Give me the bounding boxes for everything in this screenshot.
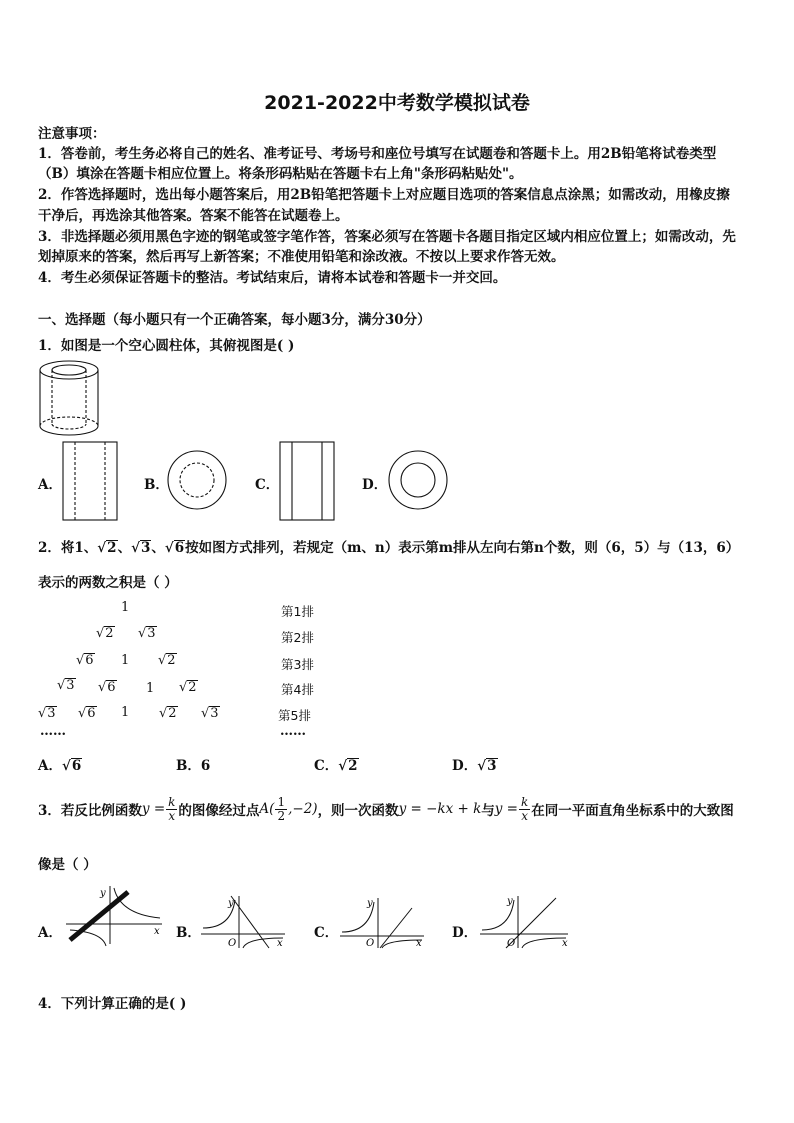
q1-option-a-label[interactable]: A． bbox=[38, 477, 62, 493]
q1-option-a-figure[interactable] bbox=[60, 440, 120, 522]
q2-option-a[interactable]: A．√6 bbox=[38, 758, 82, 774]
q1-option-d-figure[interactable] bbox=[386, 448, 450, 512]
question-2-line2: 表示的两数之积是（ ） bbox=[38, 575, 178, 591]
row-label: 第1排 bbox=[281, 604, 314, 619]
q3-option-b-graph[interactable] bbox=[197, 892, 291, 950]
q1-option-b-figure[interactable] bbox=[165, 448, 229, 512]
q3-option-a-label[interactable]: A． bbox=[38, 925, 62, 941]
svg-text:y: y bbox=[228, 898, 234, 909]
sqrt-2: √2 bbox=[97, 540, 117, 556]
svg-text:O: O bbox=[366, 938, 375, 949]
number-item: √2 bbox=[158, 653, 176, 668]
number-item: 1 bbox=[121, 653, 130, 668]
svg-text:y: y bbox=[507, 896, 513, 907]
axis-x-label: x bbox=[154, 926, 160, 937]
number-item: √6 bbox=[98, 680, 116, 695]
note-line: （B）填涂在答题卡相应位置上。将条形码粘贴在答题卡右上角"条形码粘贴处"。 bbox=[38, 166, 523, 182]
number-item: √3 bbox=[201, 706, 219, 721]
row-label: 第4排 bbox=[281, 682, 314, 697]
hollow-cylinder-figure bbox=[34, 356, 106, 440]
number-item: √3 bbox=[57, 678, 75, 693]
svg-text:x: x bbox=[277, 938, 283, 949]
number-item: 1 bbox=[121, 705, 130, 720]
q1-option-c-figure[interactable] bbox=[277, 440, 337, 522]
q2-option-c[interactable]: C．√2 bbox=[314, 758, 358, 774]
page-title: 2021-2022中考数学模拟试卷 bbox=[264, 92, 530, 114]
svg-text:x: x bbox=[562, 938, 568, 949]
number-item: 1 bbox=[146, 681, 155, 696]
axis-y-label: y bbox=[100, 888, 106, 899]
q3-option-a-graph[interactable] bbox=[62, 884, 168, 948]
note-line: 划掉原来的答案，然后再写上新答案；不准使用铅笔和涂改液。不按以上要求作答无效。 bbox=[38, 249, 565, 265]
number-item: √2 bbox=[96, 626, 114, 641]
q3-option-c-graph[interactable] bbox=[336, 894, 430, 950]
svg-text:y: y bbox=[367, 898, 373, 909]
svg-text:x: x bbox=[416, 938, 422, 949]
row-label: 第3排 bbox=[281, 657, 314, 672]
fraction-k-over-x: $\frac{k}{x}$ bbox=[168, 795, 176, 823]
number-item: 1 bbox=[121, 600, 130, 615]
fraction-k-over-x: $\frac{k}{x}$ bbox=[521, 795, 529, 823]
continuation-dots: …… bbox=[280, 724, 306, 739]
q1-option-d-label[interactable]: D． bbox=[362, 477, 388, 493]
svg-text:O: O bbox=[228, 938, 237, 949]
row-label: 第2排 bbox=[281, 630, 314, 645]
note-line: 2．作答选择题时，选出每小题答案后，用2B铅笔把答题卡上对应题目选项的答案信息点涂黑；如需改动，用橡皮擦 bbox=[38, 187, 730, 203]
note-line: 3．非选择题必须用黑色字迹的钢笔或签字笔作答，答案必须写在答题卡各题目指定区域内相应位置上；如需改动，先 bbox=[38, 229, 736, 245]
question-4-text: 4．下列计算正确的是( ) bbox=[38, 996, 187, 1012]
q1-option-b-label[interactable]: B． bbox=[144, 477, 169, 493]
number-item: √6 bbox=[76, 653, 94, 668]
number-item: √6 bbox=[78, 706, 96, 721]
row-label: 第5排 bbox=[278, 708, 311, 723]
note-line: 1．答卷前，考生务必将自己的姓名、准考证号、考场号和座位号填写在试题卷和答题卡上。用2B铅笔将试卷类型 bbox=[38, 146, 717, 162]
note-line: 干净后，再选涂其他答案。答案不能答在试题卷上。 bbox=[38, 208, 349, 224]
section-heading: 一、选择题（每小题只有一个正确答案，每小题3分，满分30分） bbox=[38, 312, 431, 328]
q3-option-d-graph[interactable] bbox=[476, 892, 574, 950]
q3-option-c-label[interactable]: C． bbox=[314, 925, 339, 941]
question-3-line2: 像是（ ） bbox=[38, 857, 97, 873]
sqrt-6: √6 bbox=[164, 540, 185, 556]
q3-option-d-label[interactable]: D． bbox=[452, 925, 478, 941]
number-item: √2 bbox=[159, 706, 177, 721]
q2-option-b[interactable]: B．6 bbox=[176, 758, 211, 774]
q1-option-c-label[interactable]: C． bbox=[255, 477, 280, 493]
svg-text:O: O bbox=[507, 938, 516, 949]
question-3-text: 3．若反比例函数 y = $\frac{k}{x}$ 的图像经过点 A( $\frac{1}{2}$ ,−2) ，则一次函数 y = −kx + k 与 y = $\frac{k}{x}$ 在同一平面直角坐标系中的大致图 bbox=[38, 795, 734, 823]
q2-option-d[interactable]: D．√3 bbox=[452, 758, 497, 774]
note-line: 4．考生必须保证答题卡的整洁。考试结束后，请将本试卷和答题卡一并交回。 bbox=[38, 270, 507, 286]
question-1-text: 1．如图是一个空心圆柱体，其俯视图是( ) bbox=[38, 338, 295, 354]
number-item: √3 bbox=[38, 706, 56, 721]
q3-option-b-label[interactable]: B． bbox=[176, 925, 201, 941]
number-item: √3 bbox=[138, 626, 156, 641]
fraction-one-half: $\frac{1}{2}$ bbox=[277, 795, 286, 823]
sqrt-3: √3 bbox=[131, 540, 151, 556]
question-2-text: 2．将1、√2、√3、√6按如图方式排列，若规定（m、n）表示第m排从左向右第n个数，则（6，5）与（13，6） bbox=[38, 540, 740, 556]
continuation-dots: …… bbox=[40, 724, 66, 739]
notes-heading: 注意事项： bbox=[38, 126, 106, 142]
number-item: √2 bbox=[179, 680, 197, 695]
